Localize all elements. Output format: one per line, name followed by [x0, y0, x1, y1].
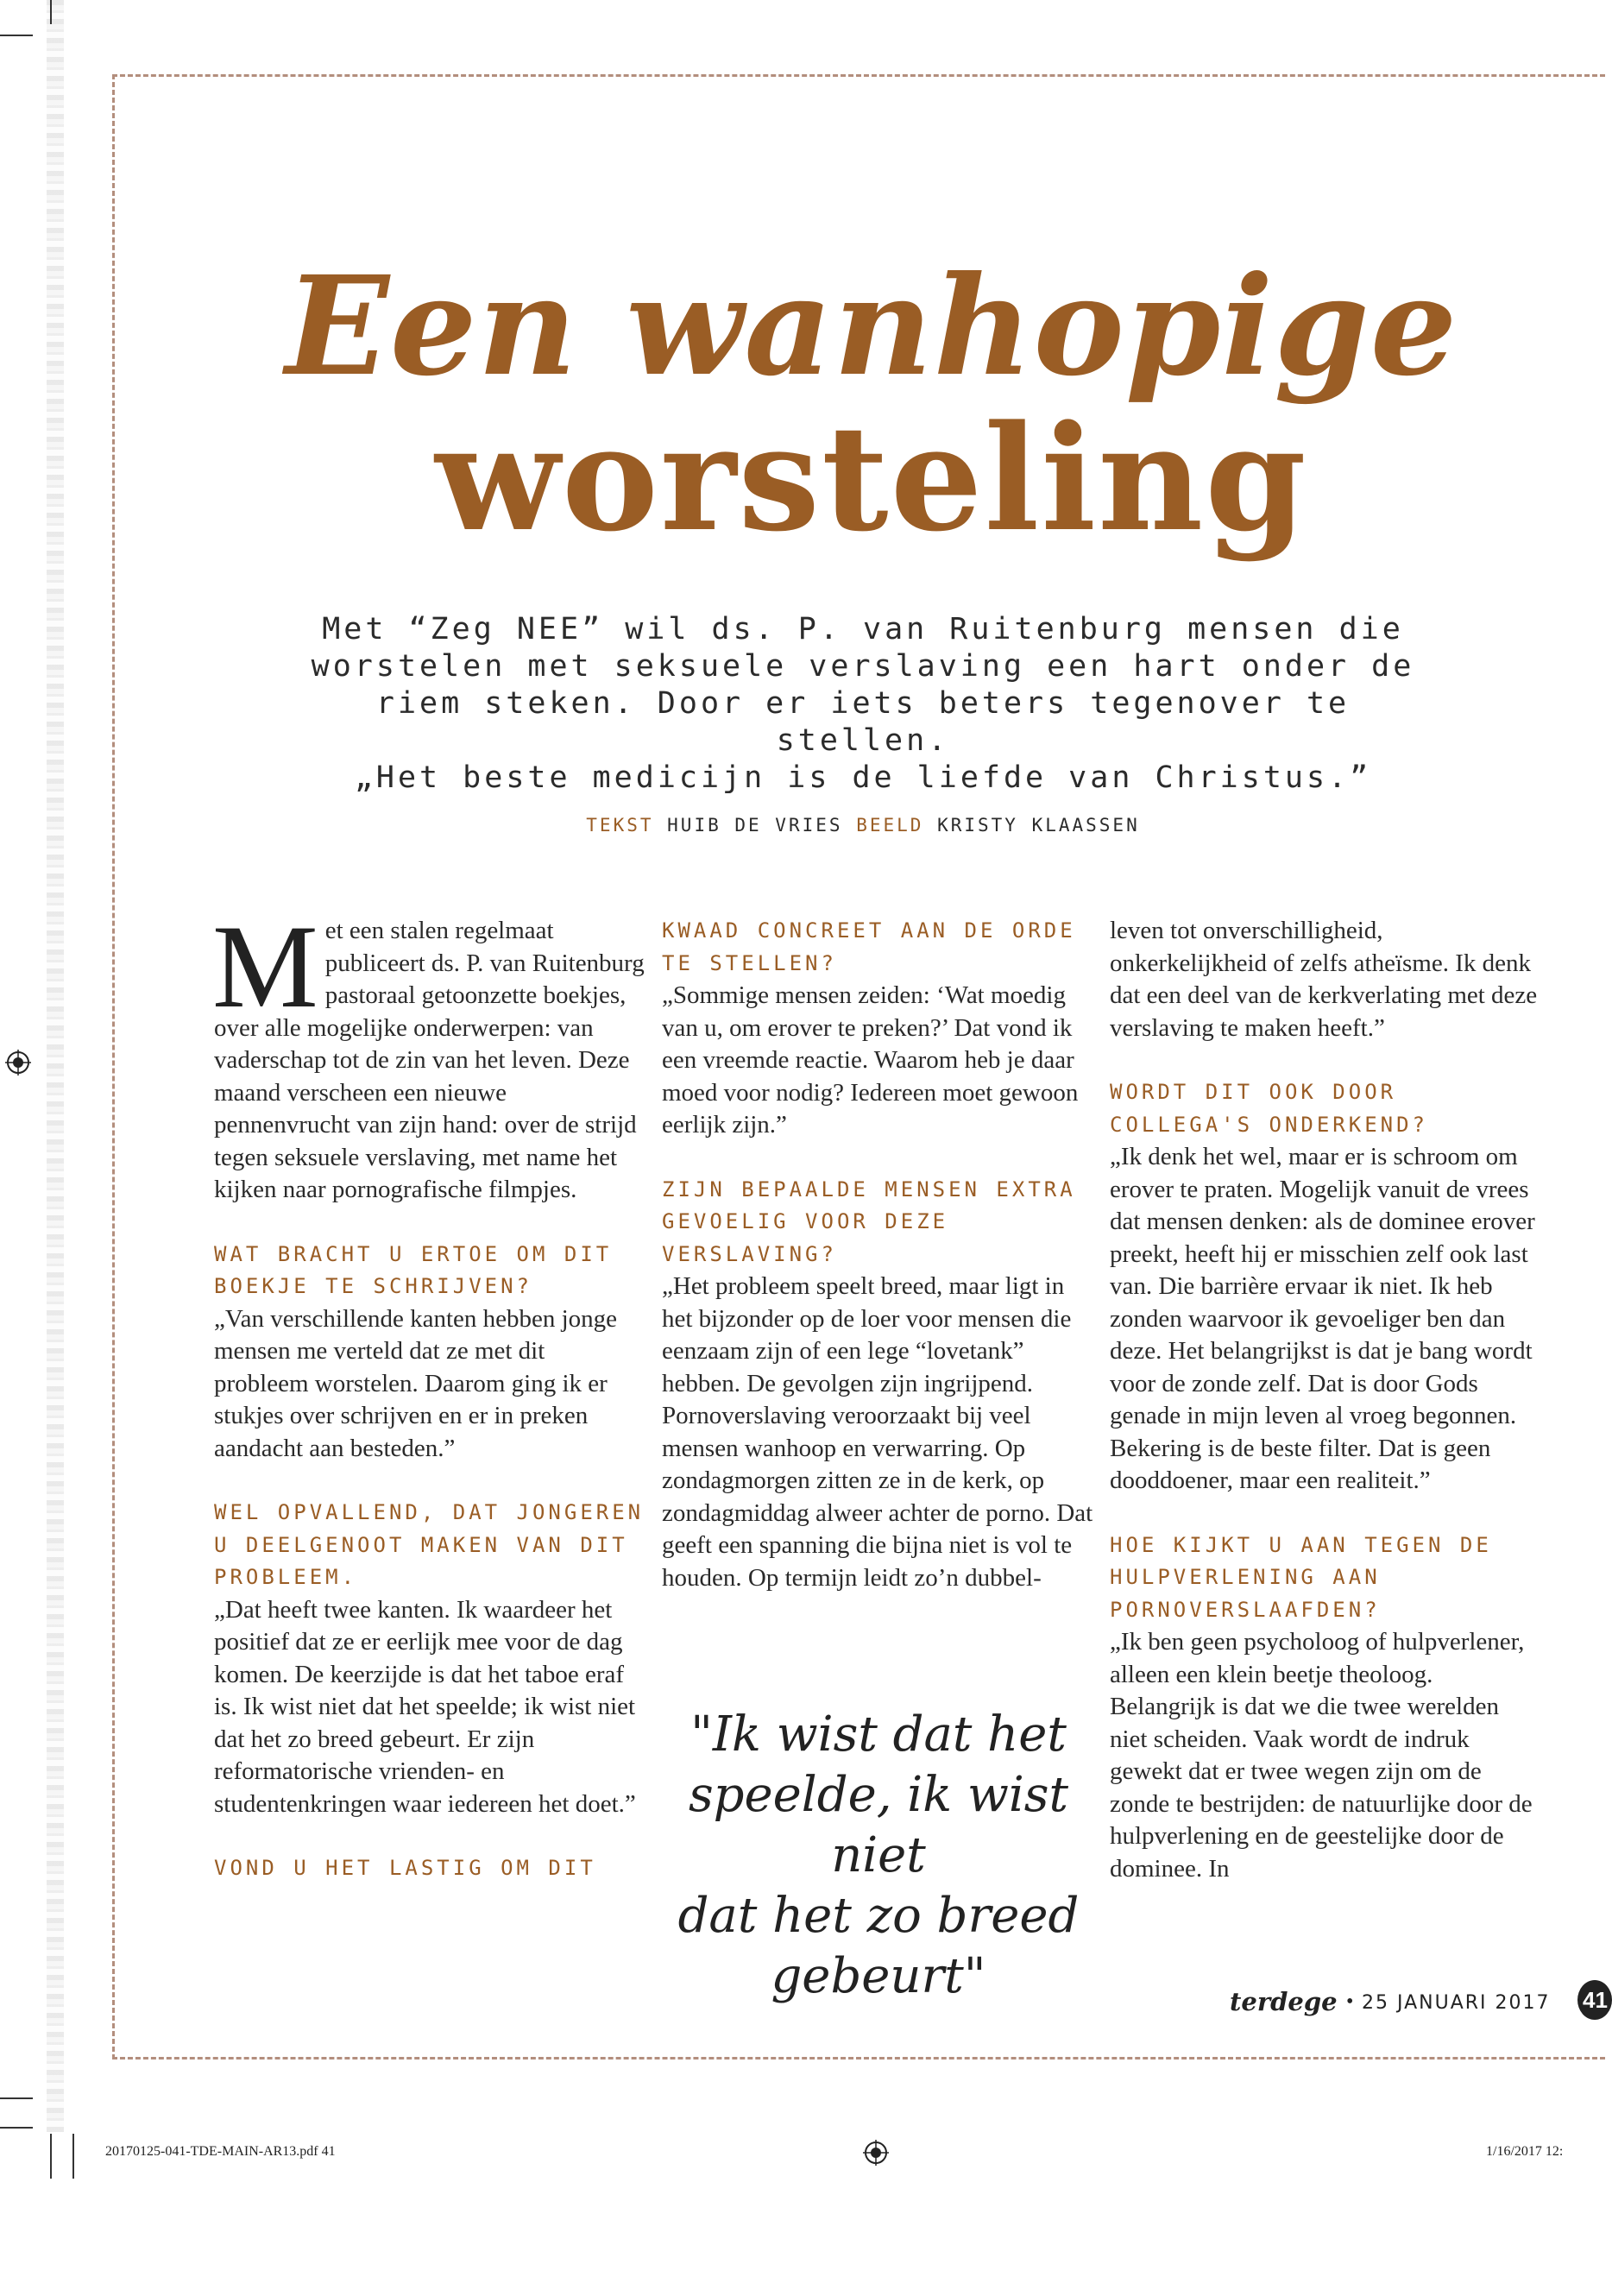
pull-quote-line: gebeurt" — [771, 1948, 986, 2004]
drop-cap: M — [212, 900, 318, 1032]
intro-line: Met “Zeg NEE” wil ds. P. van Ruitenburg mensen die — [322, 612, 1404, 647]
intro-lead — [285, 611, 1441, 797]
interview-answer: „Ik denk het wel, maar er is schroom om erover te praten. Mogelijk vanuit de vrees dat mensen denken: als de dominee erover preekt, heeft hij er misschien zelf ook last van. Die barrière ervaar ik niet. Ik heb zonden waarvoor ik gevoeliger ben dan deze. Het belangrijkst is dat je bang wordt voor de zonde zelf. Dat is door Gods genade in mijn leven al vroeg begonnen. Bekering is de beste filter. Dat is geen dooddoener, maar een realiteit.” — [1110, 1143, 1535, 1494]
pull-quote-line: speelde, ik wist niet — [688, 1767, 1069, 1883]
pull-quote-line: "Ik wist dat het — [690, 1706, 1067, 1763]
interview-question: WAT BRACHT U ERTOE OM DIT BOEKJE TE SCHRIJVEN? — [214, 1241, 613, 1298]
issue-date: 25 JANUARI 2017 — [1362, 1992, 1551, 2014]
interview-question: ZIJN BEPAALDE MENSEN EXTRA GEVOELIG VOOR DEZE VERSLAVING? — [662, 1176, 1076, 1266]
image-author: KRISTY KLAASSEN — [937, 815, 1140, 836]
interview-answer: „Sommige mensen zeiden: ‘Wat moedig van u, om erover te preken?’ Dat vond ik een vreemde reactie. Waarom heb je daar moed voor nodig? Iedereen moet gewoon eerlijk zijn.” — [662, 981, 1079, 1139]
text-author: HUIB DE VRIES — [667, 815, 843, 836]
interview-question: VOND U HET LASTIG OM DIT — [214, 1856, 596, 1880]
footer-separator: • — [1346, 1990, 1354, 2013]
article-column-1 — [212, 900, 645, 1885]
crop-mark — [0, 2097, 33, 2099]
slug-timestamp: 1/16/2017 12: — [1486, 2144, 1564, 2159]
lead-paragraph: et een stalen regelmaat publiceert ds. P. van Ruitenburg pastoraal getoonzette boekjes, over alle mogelijke onderwerpen: van vaderschap tot de zin van het leven. Deze maand verscheen een nieuwe pennenvrucht van zijn hand: over de strijd tegen seksuele verslaving, met name het kijken naar pornografische filmpjes. — [214, 917, 645, 1203]
interview-question: WEL OPVALLEND, DAT JONGEREN U DEELGENOOT MAKEN VAN DIT PROBLEEM. — [214, 1500, 645, 1589]
interview-answer: leven tot onverschilligheid, onkerkelijkheid of zelfs atheïsme. Ik denk dat een deel van de kerkverlating met deze verslaving te maken heeft.” — [1110, 917, 1538, 1042]
interview-question: WORDT DIT OOK DOOR COLLEGA'S ONDERKEND? — [1110, 1080, 1428, 1137]
text-label: TEKST — [586, 815, 654, 836]
interview-answer: „Dat heeft twee kanten. Ik waardeer het positief dat ze er eerlijk mee voor de dag komen. De keerzijde is dat het taboe eraf is. Ik wist niet dat het speelde; ik wist niet dat het zo breed gebeurt. Er zijn reformatorische vrienden- en studentenkringen waar iedereen het doet.” — [214, 1595, 636, 1818]
bleed-strip — [47, 0, 64, 2132]
intro-line: riem steken. Door er iets beters tegenover te stellen. — [375, 686, 1351, 758]
intro-line: „Het beste medicijn is de liefde van Christus.” — [354, 760, 1372, 795]
crop-mark — [72, 2134, 74, 2179]
pull-quote-line: dat het zo breed — [677, 1888, 1080, 1944]
byline — [345, 815, 1381, 836]
crop-mark — [0, 35, 33, 36]
interview-answer: „Van verschillende kanten hebben jonge mensen me verteld dat ze met dit probleem worstelen. Daarom ging ik er stukjes over schrijven en er in preken aandacht aan besteden.” — [214, 1304, 618, 1462]
article-title — [155, 247, 1588, 564]
interview-answer: „Ik ben geen psycholoog of hulpverlener, alleen een klein beetje theoloog. Belangrijk is dat we die twee werelden niet scheiden. Vaak wordt de indruk gewekt dat er twee wegen zijn om de zonde te bestrijden: de natuurlijke door de hulpverlening en de geestelijke door de dominee. In — [1110, 1628, 1533, 1883]
interview-question: KWAAD CONCREET AAN DE ORDE TE STELLEN? — [662, 918, 1076, 975]
crop-mark — [50, 0, 52, 24]
interview-answer: „Het probleem speelt breed, maar ligt in het bijzonder op de loer voor mensen die eenzaam zijn of een lege “lovetank” hebben. De gevolgen zijn ingrijpend. Pornoverslaving veroorzaakt bij veel mensen wanhoop en verwarring. Op zondagmorgen zitten ze in de kerk, op zondagmiddag alweer achter de porno. Dat geeft een spanning die bijna niet is vol te houden. Op termijn leidt zo’n dubbel- — [662, 1272, 1093, 1592]
article-column-2 — [662, 915, 1093, 1594]
article-column-3 — [1110, 915, 1541, 1885]
interview-question: HOE KIJKT U AAN TEGEN DE HULPVERLENING AAN PORNOVERSLAAFDEN? — [1110, 1532, 1492, 1622]
crop-mark — [50, 2134, 52, 2179]
crop-mark — [0, 2127, 33, 2129]
slug-filename: 20170125-041-TDE-MAIN-AR13.pdf 41 — [105, 2144, 336, 2159]
page-number: 41 — [1577, 1980, 1612, 2020]
intro-line: worstelen met seksuele verslaving een hart onder de — [311, 649, 1415, 684]
registration-mark-icon — [863, 2140, 889, 2166]
title-line-1: Een wanhopige — [285, 247, 1458, 407]
registration-mark-icon — [5, 1050, 31, 1075]
title-line-2: worsteling — [435, 393, 1308, 564]
image-label: BEELD — [856, 815, 924, 836]
pull-quote — [645, 1705, 1111, 2007]
magazine-brand: terdege — [1230, 1987, 1338, 2016]
